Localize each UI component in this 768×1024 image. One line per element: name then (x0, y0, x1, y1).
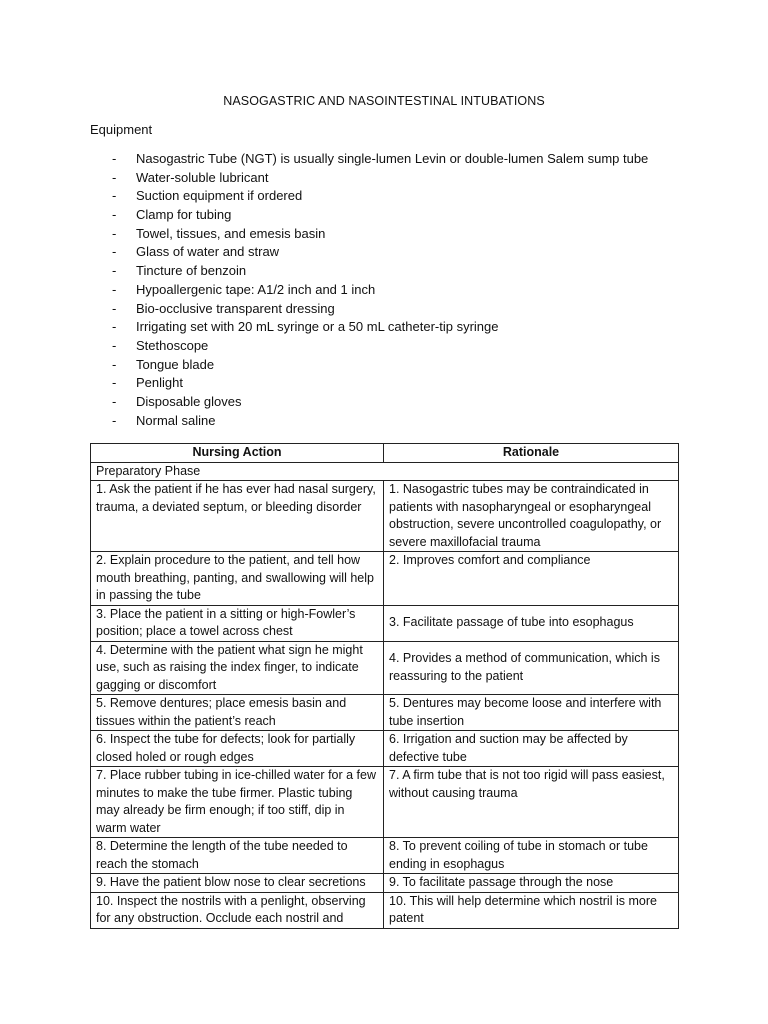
list-bullet: - (112, 375, 117, 391)
list-bullet: - (112, 281, 117, 297)
nursing-action-cell: 8. Determine the length of the tube needed to reach the stomach (91, 838, 384, 874)
nursing-action-cell: 1. Ask the patient if he has ever had nasal surgery, trauma, a deviated septum, or bleeding disorder (91, 481, 384, 552)
list-item-text: Normal saline (136, 412, 216, 428)
list-item-text: Glass of water and straw (136, 244, 280, 260)
list-item-text: Nasogastric Tube (NGT) is usually single-lumen Levin or double-lumen Salem sump tube (136, 151, 649, 166)
table-header-row (91, 444, 679, 463)
list-bullet: - (112, 244, 117, 260)
column-header-rationale: Rationale (384, 444, 679, 463)
list-item-text: Penlight (136, 375, 183, 391)
list-bullet: - (112, 300, 117, 316)
list-item-text: Bio-occlusive transparent dressing (136, 300, 335, 316)
nursing-action-cell: 7. Place rubber tubing in ice-chilled water for a few minutes to make the tube firmer. Plastic tubing may already be firm enough; if too stiff, dip in warm water (91, 767, 384, 838)
rationale-cell: 1. Nasogastric tubes may be contraindicated in patients with nasopharyngeal or esopharyngeal obstruction, severe uncontrolled coagulopathy, or severe maxillofacial trauma (384, 481, 679, 552)
nursing-action-cell: 6. Inspect the tube for defects; look for partially closed holed or rough edges (91, 731, 384, 767)
list-item-text: Hypoallergenic tape: A1/2 inch and 1 inch (136, 281, 376, 297)
list-item-text: Towel, tissues, and emesis basin (136, 225, 326, 241)
rationale-cell: 3. Facilitate passage of tube into esophagus (384, 605, 679, 641)
rationale-cell: 2. Improves comfort and compliance (384, 552, 679, 606)
rationale-cell: 4. Provides a method of communication, which is reassuring to the patient (384, 641, 679, 695)
list-bullet: - (112, 356, 117, 372)
column-header-nursing-action: Nursing Action (91, 444, 384, 463)
list-item-text: Irrigating set with 20 mL syringe or a 50 mL catheter-tip syringe (136, 319, 499, 335)
list-bullet: - (112, 263, 117, 279)
list-item-text: Stethoscope (136, 337, 209, 353)
list-item-text: Water-soluble lubricant (136, 169, 269, 185)
table-row (91, 874, 679, 893)
list-bullet: - (112, 169, 117, 185)
list-bullet: - (112, 207, 117, 223)
table-row (91, 641, 679, 695)
table-row (91, 605, 679, 641)
rationale-cell: 6. Irrigation and suction may be affected by defective tube (384, 731, 679, 767)
rationale-cell: 9. To facilitate passage through the nose (384, 874, 679, 893)
list-item-text: Tincture of benzoin (136, 263, 247, 279)
rationale-cell: 8. To prevent coiling of tube in stomach or tube ending in esophagus (384, 838, 679, 874)
list-item-text: Disposable gloves (136, 393, 242, 409)
table-row (91, 552, 679, 606)
list-item-text: Suction equipment if ordered (136, 188, 303, 204)
nursing-action-cell: 10. Inspect the nostrils with a penlight, observing for any obstruction. Occlude each nostril and (91, 892, 384, 928)
list-bullet: - (112, 337, 117, 353)
nursing-action-cell: 4. Determine with the patient what sign he might use, such as raising the index finger, to indicate gagging or discomfort (91, 641, 384, 695)
nursing-action-cell: 2. Explain procedure to the patient, and tell how mouth breathing, panting, and swallowing will help in passing the tube (91, 552, 384, 606)
table-row (91, 892, 679, 928)
list-bullet: - (112, 225, 117, 241)
list-bullet: - (112, 151, 117, 166)
table-row (91, 731, 679, 767)
table-phase-row (91, 462, 679, 481)
list-bullet: - (112, 393, 117, 409)
rationale-cell: 7. A firm tube that is not too rigid will pass easiest, without causing trauma (384, 767, 679, 838)
list-bullet: - (112, 412, 117, 428)
nursing-action-cell: 9. Have the patient blow nose to clear secretions (91, 874, 384, 893)
rationale-cell: 10. This will help determine which nostril is more patent (384, 892, 679, 928)
phase-label: Preparatory Phase (91, 462, 679, 481)
list-bullet: - (112, 319, 117, 335)
document-title: NASOGASTRIC AND NASOINTESTINAL INTUBATIONS (223, 94, 545, 108)
table-row (91, 695, 679, 731)
equipment-heading: Equipment (90, 122, 153, 137)
table-row (91, 838, 679, 874)
table-row (91, 767, 679, 838)
nursing-action-cell: 3. Place the patient in a sitting or high-Fowler’s position; place a towel across chest (91, 605, 384, 641)
list-bullet: - (112, 188, 117, 204)
table-row (91, 481, 679, 552)
nursing-procedure-table (90, 443, 679, 929)
rationale-cell: 5. Dentures may become loose and interfere with tube insertion (384, 695, 679, 731)
list-item-text: Clamp for tubing (136, 207, 232, 223)
list-item-text: Tongue blade (136, 356, 215, 372)
nursing-action-cell: 5. Remove dentures; place emesis basin and tissues within the patient’s reach (91, 695, 384, 731)
